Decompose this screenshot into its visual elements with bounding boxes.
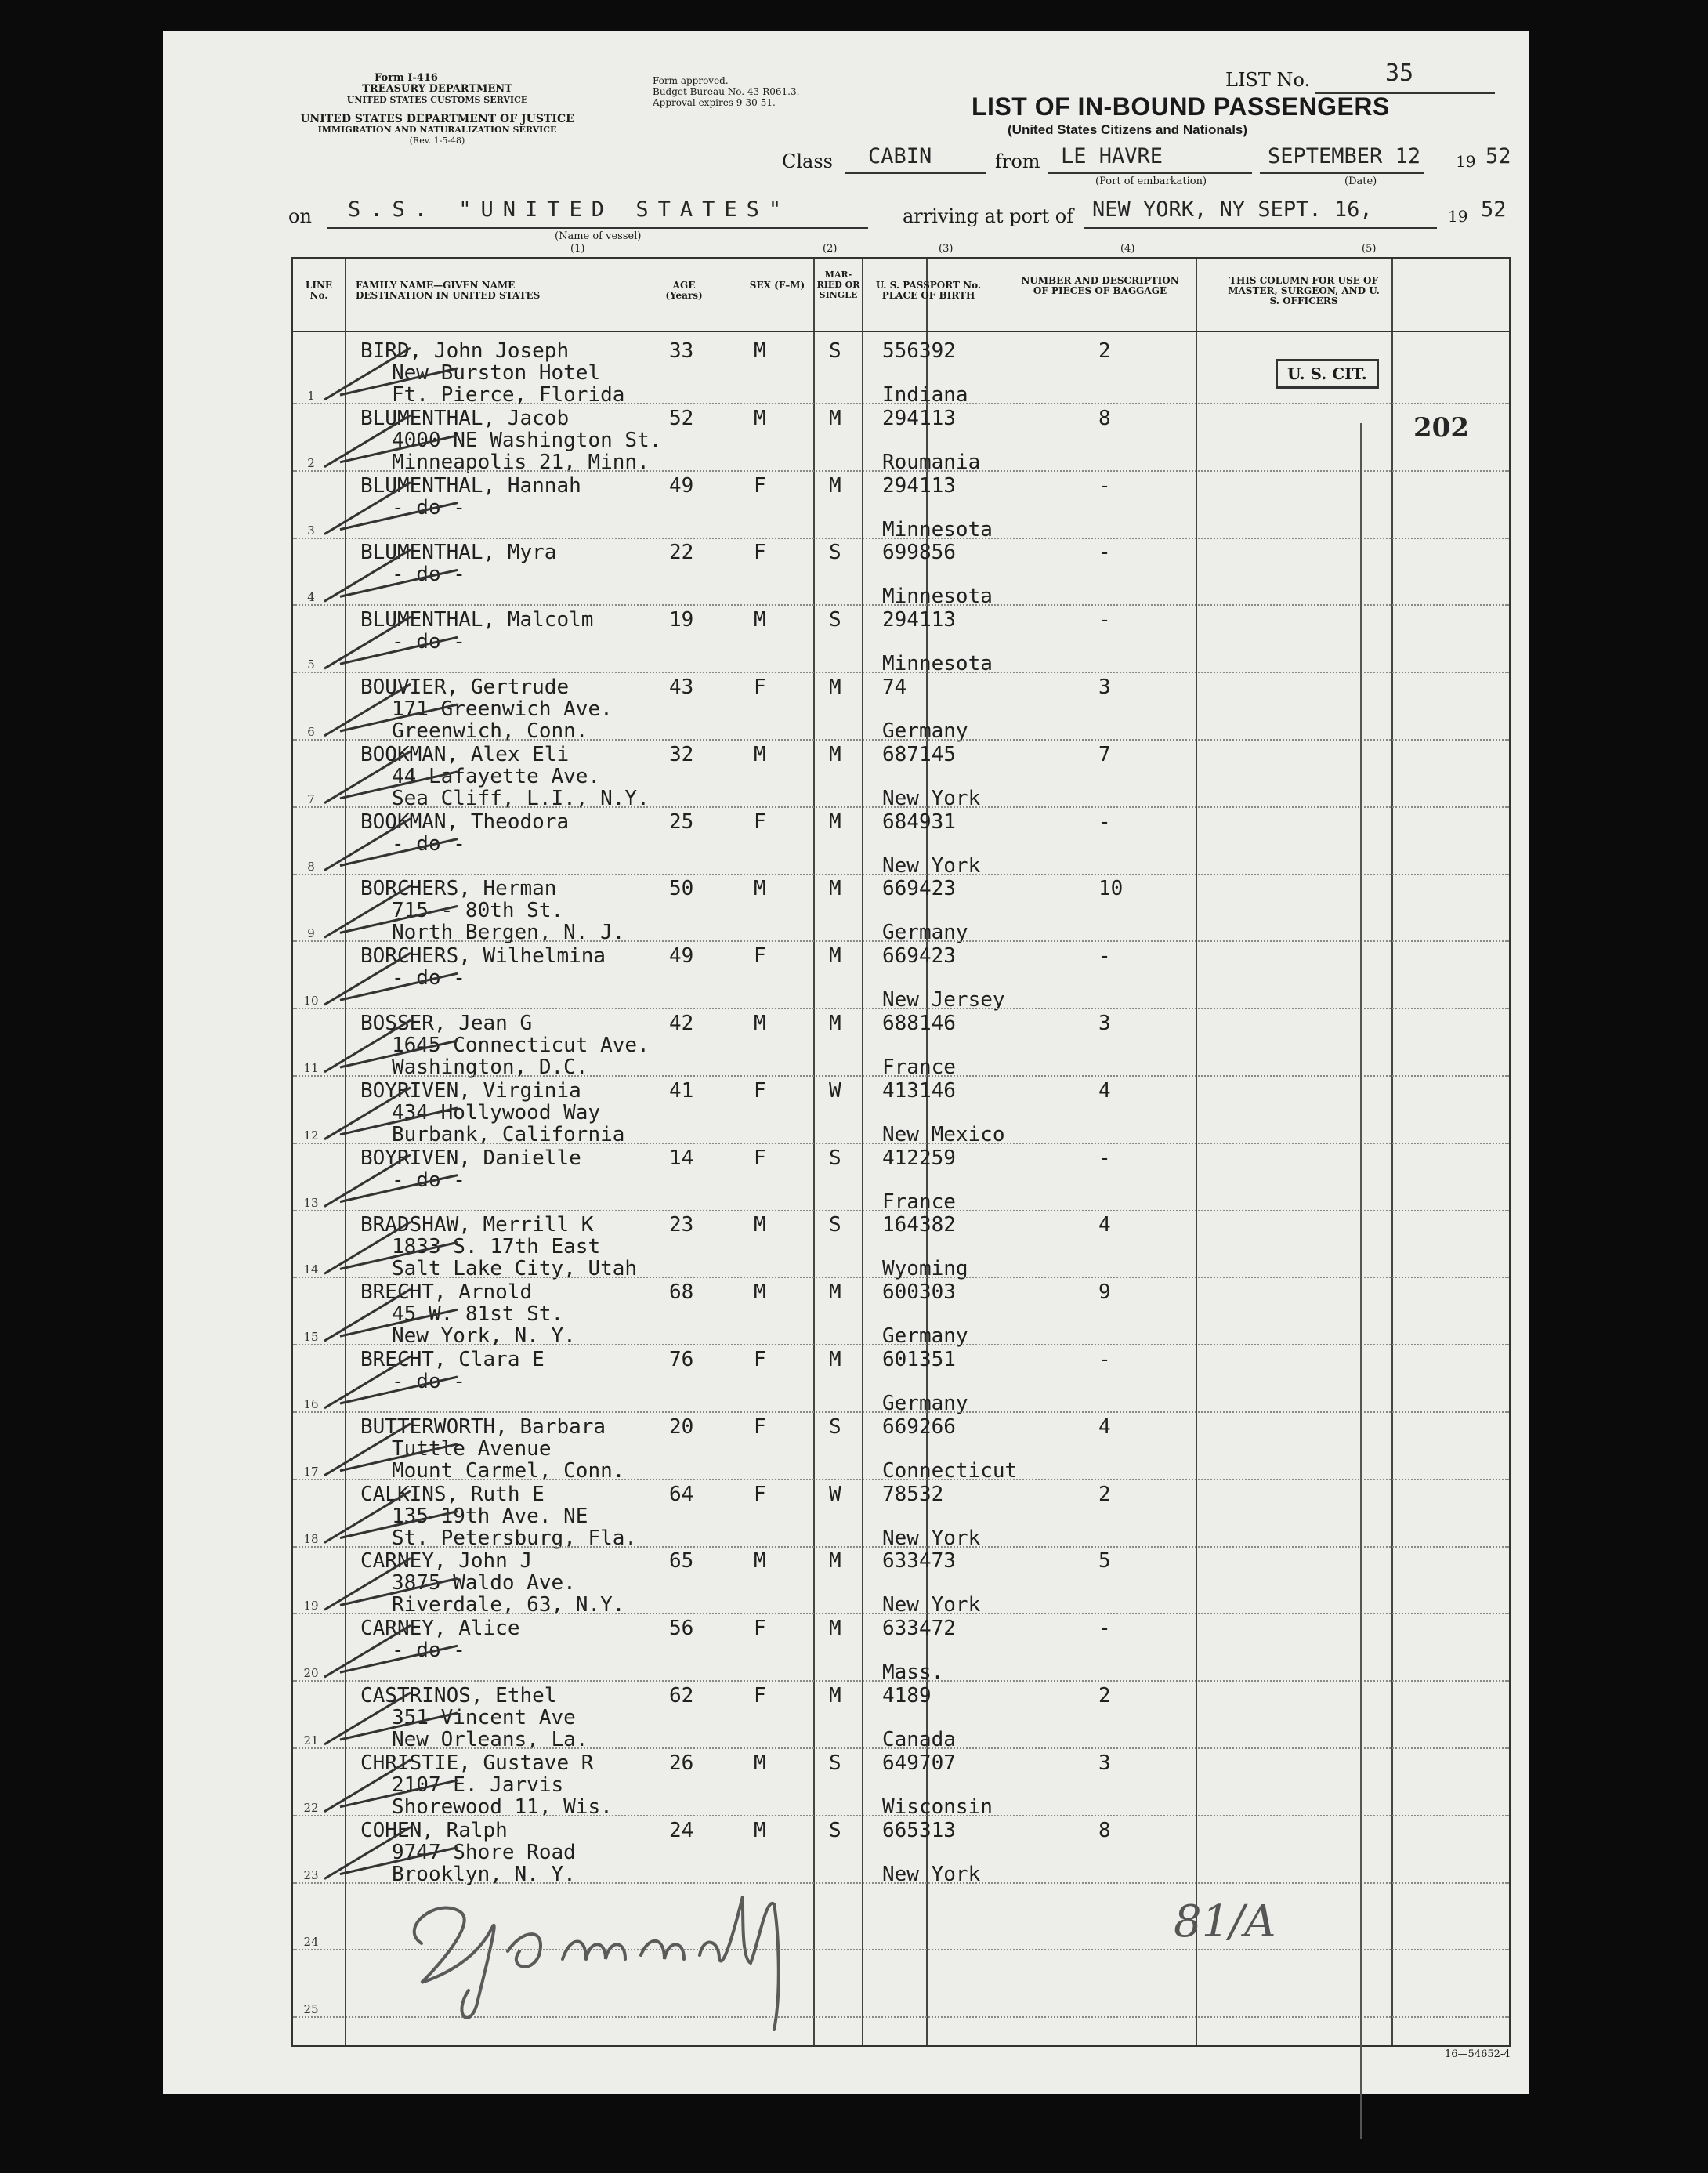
place-of-birth: France	[882, 1190, 956, 1214]
check-mark	[324, 1827, 458, 1879]
passenger-name: BRECHT, Clara E	[360, 1348, 545, 1371]
baggage-count: -	[1098, 809, 1111, 834]
baggage-count: -	[1098, 1348, 1111, 1371]
line-number: 3	[307, 523, 315, 538]
port-of-embarkation: LE HAVRE	[1061, 144, 1163, 168]
line-number: 17	[303, 1464, 319, 1479]
address-line-2: Riverdale, 63, N.Y.	[392, 1593, 625, 1617]
marital-status-cell: S	[829, 1213, 841, 1237]
sex-cell: F	[754, 541, 766, 565]
date-caption: (Date)	[1344, 176, 1377, 187]
place-of-birth: Wisconsin	[882, 1795, 993, 1819]
place-of-birth: Roumania	[882, 450, 981, 474]
marital-status-cell: M	[829, 473, 841, 498]
place-of-birth: Germany	[882, 719, 968, 743]
sex-cell: F	[754, 1684, 766, 1708]
line-number: 20	[303, 1666, 319, 1681]
passport-number: 78532	[882, 1482, 944, 1506]
age-cell: 33	[669, 339, 694, 363]
line-number: 4	[307, 590, 315, 605]
marital-status-cell: S	[829, 608, 841, 632]
port-caption: (Port of embarkation)	[1095, 176, 1207, 187]
check-mark	[324, 1289, 458, 1341]
address-line-1: 45 W. 81st St.	[392, 1302, 564, 1327]
col-header-married: MAR-RIED OR SINGLE	[816, 270, 860, 300]
vessel-name: S.S. "UNITED STATES"	[348, 197, 791, 222]
sex-cell: F	[754, 1414, 766, 1439]
place-of-birth: New York	[882, 1526, 981, 1550]
line-number: 5	[307, 657, 315, 672]
place-of-birth: New Jersey	[882, 988, 1005, 1012]
arrival-year: 52	[1481, 197, 1507, 222]
approval-line-1: Form approved.	[653, 75, 729, 86]
place-of-birth: Mass.	[882, 1661, 944, 1685]
passport-number: 687145	[882, 742, 956, 766]
passport-number: 164382	[882, 1213, 956, 1237]
line-number: 16	[303, 1397, 319, 1411]
check-mark	[324, 1491, 458, 1543]
baggage-count: 8	[1098, 406, 1111, 430]
check-mark	[324, 1088, 458, 1139]
col-header-line: LINE No.	[305, 280, 333, 301]
marital-status-cell: M	[829, 944, 841, 969]
line-number: 15	[303, 1330, 319, 1345]
sex-cell: F	[754, 809, 766, 834]
col-num-2: (2)	[823, 243, 838, 255]
baggage-count: 9	[1098, 1280, 1111, 1305]
passenger-name: BOSSER, Jean G	[360, 1012, 533, 1035]
check-mark	[324, 684, 458, 736]
marital-status-cell: M	[829, 1280, 841, 1305]
address-line-1: - do -	[392, 1168, 465, 1192]
address-line-2: Minneapolis 21, Minn.	[392, 450, 650, 474]
officer-signature	[390, 1881, 813, 2037]
line-number: 14	[303, 1262, 319, 1277]
place-of-birth: Germany	[882, 1324, 968, 1349]
line-number: 19	[303, 1599, 319, 1613]
age-cell: 23	[669, 1213, 694, 1237]
age-cell: 14	[669, 1146, 694, 1170]
sex-cell: M	[754, 608, 766, 632]
check-mark	[324, 953, 458, 1005]
baggage-count: 10	[1098, 877, 1124, 901]
age-cell: 49	[669, 473, 694, 498]
passport-number: 669266	[882, 1414, 956, 1439]
age-cell: 20	[669, 1414, 694, 1439]
check-mark	[324, 1424, 458, 1476]
justice-dept: UNITED STATES DEPARTMENT OF JUSTICE	[300, 113, 574, 125]
line-number: 18	[303, 1531, 319, 1546]
arrival-port: NEW YORK, NY SEPT. 16,	[1092, 197, 1373, 222]
passport-number: 556392	[882, 339, 956, 363]
line-number: 8	[307, 859, 315, 874]
sex-cell: M	[754, 1012, 766, 1035]
baggage-count: 2	[1098, 339, 1111, 363]
check-mark	[324, 751, 458, 803]
passenger-name: BUTTERWORTH, Barbara	[360, 1414, 606, 1439]
passport-number: 665313	[882, 1818, 956, 1842]
passenger-name: BOYRIVEN, Virginia	[360, 1078, 581, 1103]
address-line-2: Brooklyn, N. Y.	[392, 1862, 576, 1886]
passenger-name: BOYRIVEN, Danielle	[360, 1146, 581, 1170]
passenger-name: BORCHERS, Herman	[360, 877, 557, 901]
age-cell: 42	[669, 1012, 694, 1035]
baggage-count: 3	[1098, 1751, 1111, 1775]
officer-number: 202	[1413, 412, 1469, 444]
place-of-birth: Minnesota	[882, 517, 993, 541]
line-number: 11	[303, 1061, 319, 1075]
line-number: 24	[303, 1935, 319, 1950]
line-number: 1	[307, 389, 315, 403]
age-cell: 32	[669, 742, 694, 766]
place-of-birth: Germany	[882, 921, 968, 945]
col-header-passport: U. S. PASSPORT No. PLACE OF BIRTH	[875, 280, 982, 301]
check-mark	[324, 1155, 458, 1207]
marital-status-cell: M	[829, 1348, 841, 1371]
address-line-2: Salt Lake City, Utah	[392, 1257, 638, 1281]
check-mark	[324, 348, 458, 400]
line-number: 10	[303, 994, 319, 1009]
on-label: on	[288, 205, 312, 227]
document-title: LIST OF IN-BOUND PASSENGERS	[972, 92, 1390, 121]
line-number: 9	[307, 926, 315, 941]
place-of-birth: Minnesota	[882, 652, 993, 676]
ins-service: IMMIGRATION AND NATURALIZATION SERVICE	[317, 125, 557, 135]
line-number: 7	[307, 791, 315, 806]
age-cell: 49	[669, 944, 694, 969]
baggage-count: -	[1098, 608, 1111, 632]
age-cell: 26	[669, 1751, 694, 1775]
address-line-1: New Burston Hotel	[392, 361, 601, 385]
address-line-2: New Orleans, La.	[392, 1728, 588, 1751]
passenger-name: CARNEY, John J	[360, 1549, 533, 1574]
passport-number: 688146	[882, 1012, 956, 1035]
address-line-2: North Bergen, N. J.	[392, 921, 625, 945]
from-label: from	[995, 150, 1040, 172]
year-prefix-1: 19	[1456, 152, 1476, 171]
passenger-name: CALKINS, Ruth E	[360, 1482, 545, 1506]
check-mark	[324, 1760, 458, 1812]
sex-cell: M	[754, 1818, 766, 1842]
passport-number: 649707	[882, 1751, 956, 1775]
approval-line-2: Budget Bureau No. 43-R061.3.	[653, 86, 800, 97]
passenger-name: CARNEY, Alice	[360, 1617, 520, 1641]
passenger-name: BRECHT, Arnold	[360, 1280, 533, 1305]
address-line-1: - do -	[392, 966, 465, 991]
passport-number: 633473	[882, 1549, 956, 1574]
address-line-1: - do -	[392, 563, 465, 587]
address-line-1: 4000 NE Washington St.	[392, 428, 662, 452]
line-number: 2	[307, 455, 315, 470]
address-line-1: 715 - 80th St.	[392, 899, 564, 923]
baggage-count: 2	[1098, 1684, 1111, 1708]
us-citizen-stamp: U. S. CIT.	[1276, 359, 1379, 389]
handwritten-annotation: 81/A	[1174, 1896, 1276, 1947]
passport-number: 412259	[882, 1146, 956, 1170]
address-line-2: St. Petersburg, Fla.	[392, 1526, 638, 1550]
sex-cell: M	[754, 1280, 766, 1305]
baggage-count: -	[1098, 1146, 1111, 1170]
marital-status-cell: W	[829, 1078, 841, 1103]
address-line-1: 434 Hollywood Way	[392, 1100, 601, 1125]
marital-status-cell: W	[829, 1482, 841, 1506]
place-of-birth: Wyoming	[882, 1257, 968, 1281]
marital-status-cell: M	[829, 1549, 841, 1574]
age-cell: 65	[669, 1549, 694, 1574]
marital-status-cell: S	[829, 1146, 841, 1170]
address-line-1: 135 19th Ave. NE	[392, 1504, 588, 1528]
footer-code: 16—54652-4	[1445, 2048, 1511, 2060]
treasury-dept: TREASURY DEPARTMENT	[362, 83, 512, 95]
check-mark	[324, 885, 458, 937]
age-cell: 22	[669, 541, 694, 565]
sex-cell: M	[754, 1213, 766, 1237]
col-header-sex: SEX (F–M)	[749, 280, 805, 291]
passenger-name: BLUMENTHAL, Jacob	[360, 406, 570, 430]
passport-number: 4189	[882, 1684, 932, 1708]
place-of-birth: Canada	[882, 1728, 956, 1751]
check-mark	[324, 617, 458, 668]
sex-cell: M	[754, 406, 766, 430]
address-line-1: Tuttle Avenue	[392, 1436, 552, 1461]
sex-cell: M	[754, 339, 766, 363]
check-mark	[324, 1356, 458, 1408]
age-cell: 25	[669, 809, 694, 834]
class-label: Class	[782, 150, 833, 172]
age-cell: 50	[669, 877, 694, 901]
baggage-count: 2	[1098, 1482, 1111, 1506]
line-number: 6	[307, 725, 315, 739]
marital-status-cell: M	[829, 406, 841, 430]
passenger-name: CHRISTIE, Gustave R	[360, 1751, 594, 1775]
marital-status-cell: S	[829, 541, 841, 565]
departure-date: SEPTEMBER 12	[1268, 144, 1421, 168]
place-of-birth: France	[882, 1056, 956, 1079]
col-header-baggage: NUMBER AND DESCRIPTION OF PIECES OF BAGGAGE	[1021, 275, 1179, 296]
age-cell: 68	[669, 1280, 694, 1305]
departure-year: 52	[1485, 144, 1511, 168]
address-line-2: Mount Carmel, Conn.	[392, 1458, 625, 1483]
sex-cell: F	[754, 1348, 766, 1371]
place-of-birth: New York	[882, 1593, 981, 1617]
list-number: 35	[1385, 60, 1414, 87]
address-line-1: 1833 S. 17th East	[392, 1235, 601, 1259]
check-mark	[324, 1693, 458, 1744]
marital-status-cell: M	[829, 1684, 841, 1708]
passenger-name: BLUMENTHAL, Hannah	[360, 473, 581, 498]
address-line-1: 1645 Connecticut Ave.	[392, 1034, 650, 1057]
baggage-count: -	[1098, 473, 1111, 498]
check-mark	[324, 1558, 458, 1610]
sex-cell: M	[754, 742, 766, 766]
vessel-col-num: (1)	[570, 243, 585, 255]
passenger-name: BORCHERS, Wilhelmina	[360, 944, 606, 969]
arriving-label: arriving at port of	[903, 205, 1074, 227]
passport-number: 294113	[882, 473, 956, 498]
address-line-1: - do -	[392, 1370, 465, 1393]
passenger-name: BOOKMAN, Alex Eli	[360, 742, 570, 766]
baggage-count: 4	[1098, 1414, 1111, 1439]
approval-line-3: Approval expires 9-30-51.	[653, 97, 776, 108]
baggage-count: 7	[1098, 742, 1111, 766]
sex-cell: M	[754, 1751, 766, 1775]
address-line-2: Washington, D.C.	[392, 1056, 588, 1079]
passport-number: 600303	[882, 1280, 956, 1305]
place-of-birth: Connecticut	[882, 1458, 1018, 1483]
place-of-birth: New York	[882, 853, 981, 878]
passenger-name: BOOKMAN, Theodora	[360, 809, 570, 834]
list-number-label: LIST No.	[1225, 69, 1311, 91]
address-line-1: - do -	[392, 831, 465, 856]
marital-status-cell: M	[829, 877, 841, 901]
passport-number: 74	[882, 675, 907, 699]
address-line-1: - do -	[392, 630, 465, 654]
place-of-birth: New Mexico	[882, 1122, 1005, 1146]
passport-number: 699856	[882, 541, 956, 565]
passenger-name: CASTRINOS, Ethel	[360, 1684, 557, 1708]
sex-cell: F	[754, 1078, 766, 1103]
col-num-4: (4)	[1120, 243, 1135, 255]
baggage-count: 3	[1098, 1012, 1111, 1035]
passport-number: 633472	[882, 1617, 956, 1641]
address-line-1: 171 Greenwich Ave.	[392, 697, 613, 721]
baggage-count: -	[1098, 541, 1111, 565]
place-of-birth: Minnesota	[882, 585, 993, 609]
line-number: 22	[303, 1800, 319, 1815]
marital-status-cell: M	[829, 1617, 841, 1641]
col-num-3: (3)	[939, 243, 954, 255]
baggage-count: -	[1098, 1617, 1111, 1641]
form-revision: (Rev. 1-5-48)	[409, 136, 465, 146]
age-cell: 52	[669, 406, 694, 430]
address-line-2: Sea Cliff, L.I., N.Y.	[392, 786, 650, 810]
address-line-2: Shorewood 11, Wis.	[392, 1795, 613, 1819]
age-cell: 41	[669, 1078, 694, 1103]
col-num-5: (5)	[1362, 243, 1377, 255]
sex-cell: F	[754, 1482, 766, 1506]
age-cell: 43	[669, 675, 694, 699]
form-number: Form I-416	[375, 72, 438, 84]
baggage-count: 4	[1098, 1078, 1111, 1103]
passport-number: 684931	[882, 809, 956, 834]
baggage-count: 3	[1098, 675, 1111, 699]
passport-number: 601351	[882, 1348, 956, 1371]
col-header-name: FAMILY NAME—GIVEN NAME DESTINATION IN UNITED STATES	[356, 280, 541, 301]
age-cell: 24	[669, 1818, 694, 1842]
line-number: 25	[303, 2002, 319, 2017]
document-subtitle: (United States Citizens and Nationals)	[1008, 122, 1248, 137]
sex-cell: F	[754, 1146, 766, 1170]
passport-number: 294113	[882, 608, 956, 632]
passenger-name: BOUVIER, Gertrude	[360, 675, 570, 699]
age-cell: 76	[669, 1348, 694, 1371]
marital-status-cell: S	[829, 1414, 841, 1439]
address-line-1: 3875 Waldo Ave.	[392, 1571, 576, 1595]
address-line-1: 351 Vincent Ave	[392, 1706, 576, 1729]
check-marks	[293, 259, 606, 2048]
passenger-name: BLUMENTHAL, Malcolm	[360, 608, 594, 632]
check-mark	[324, 483, 458, 534]
passenger-name: BLUMENTHAL, Myra	[360, 541, 557, 565]
address-line-1: - do -	[392, 1639, 465, 1663]
passenger-name: BRADSHAW, Merrill K	[360, 1213, 594, 1237]
col-header-officers: THIS COLUMN FOR USE OF MASTER, SURGEON, AND U. S. OFFICERS	[1228, 275, 1380, 306]
vessel-caption: (Name of vessel)	[555, 230, 642, 242]
manifest-page	[163, 31, 1529, 2094]
place-of-birth: Germany	[882, 1392, 968, 1415]
sex-cell: M	[754, 1549, 766, 1574]
check-mark	[324, 1020, 458, 1072]
check-mark	[324, 1625, 458, 1677]
passenger-name: COHEN, Ralph	[360, 1818, 508, 1842]
passport-number: 669423	[882, 877, 956, 901]
sex-cell: F	[754, 1617, 766, 1641]
baggage-count: 5	[1098, 1549, 1111, 1574]
check-mark	[324, 549, 458, 601]
age-cell: 62	[669, 1684, 694, 1708]
address-line-1: 2107 E. Jarvis	[392, 1773, 564, 1797]
passport-number: 413146	[882, 1078, 956, 1103]
place-of-birth: New York	[882, 786, 981, 810]
marital-status-cell: M	[829, 742, 841, 766]
line-number: 21	[303, 1733, 319, 1747]
line-number: 23	[303, 1867, 319, 1882]
sex-cell: F	[754, 944, 766, 969]
address-line-2: New York, N. Y.	[392, 1324, 576, 1349]
baggage-count: 8	[1098, 1818, 1111, 1842]
sex-cell: F	[754, 675, 766, 699]
col-header-age: AGE (Years)	[665, 280, 703, 301]
place-of-birth: Indiana	[882, 383, 968, 407]
address-line-1: - do -	[392, 495, 465, 520]
age-cell: 64	[669, 1482, 694, 1506]
address-line-2: Greenwich, Conn.	[392, 719, 588, 743]
line-number: 13	[303, 1195, 319, 1210]
baggage-count: 4	[1098, 1213, 1111, 1237]
marital-status-cell: S	[829, 339, 841, 363]
class-value: CABIN	[868, 144, 932, 168]
address-line-2: Burbank, California	[392, 1122, 625, 1146]
check-mark	[324, 819, 458, 871]
sex-cell: M	[754, 877, 766, 901]
marital-status-cell: S	[829, 1751, 841, 1775]
passport-number: 294113	[882, 406, 956, 430]
address-line-1: 44 Lafayette Ave.	[392, 764, 601, 788]
marital-status-cell: S	[829, 1818, 841, 1842]
marital-status-cell: M	[829, 675, 841, 699]
address-line-2: Ft. Pierce, Florida	[392, 383, 625, 407]
address-line-1: 9747 Shore Road	[392, 1840, 576, 1864]
marital-status-cell: M	[829, 809, 841, 834]
age-cell: 19	[669, 608, 694, 632]
line-number: 12	[303, 1128, 319, 1143]
check-mark	[324, 1222, 458, 1273]
check-mark	[324, 415, 458, 467]
place-of-birth: New York	[882, 1862, 981, 1886]
passenger-table	[291, 257, 1511, 2047]
passenger-name: BIRD, John Joseph	[360, 339, 570, 363]
baggage-count: -	[1098, 944, 1111, 969]
age-cell: 56	[669, 1617, 694, 1641]
year-prefix-2: 19	[1448, 207, 1468, 226]
sex-cell: F	[754, 473, 766, 498]
customs-service: UNITED STATES CUSTOMS SERVICE	[346, 95, 528, 105]
passport-number: 669423	[882, 944, 956, 969]
marital-status-cell: M	[829, 1012, 841, 1035]
